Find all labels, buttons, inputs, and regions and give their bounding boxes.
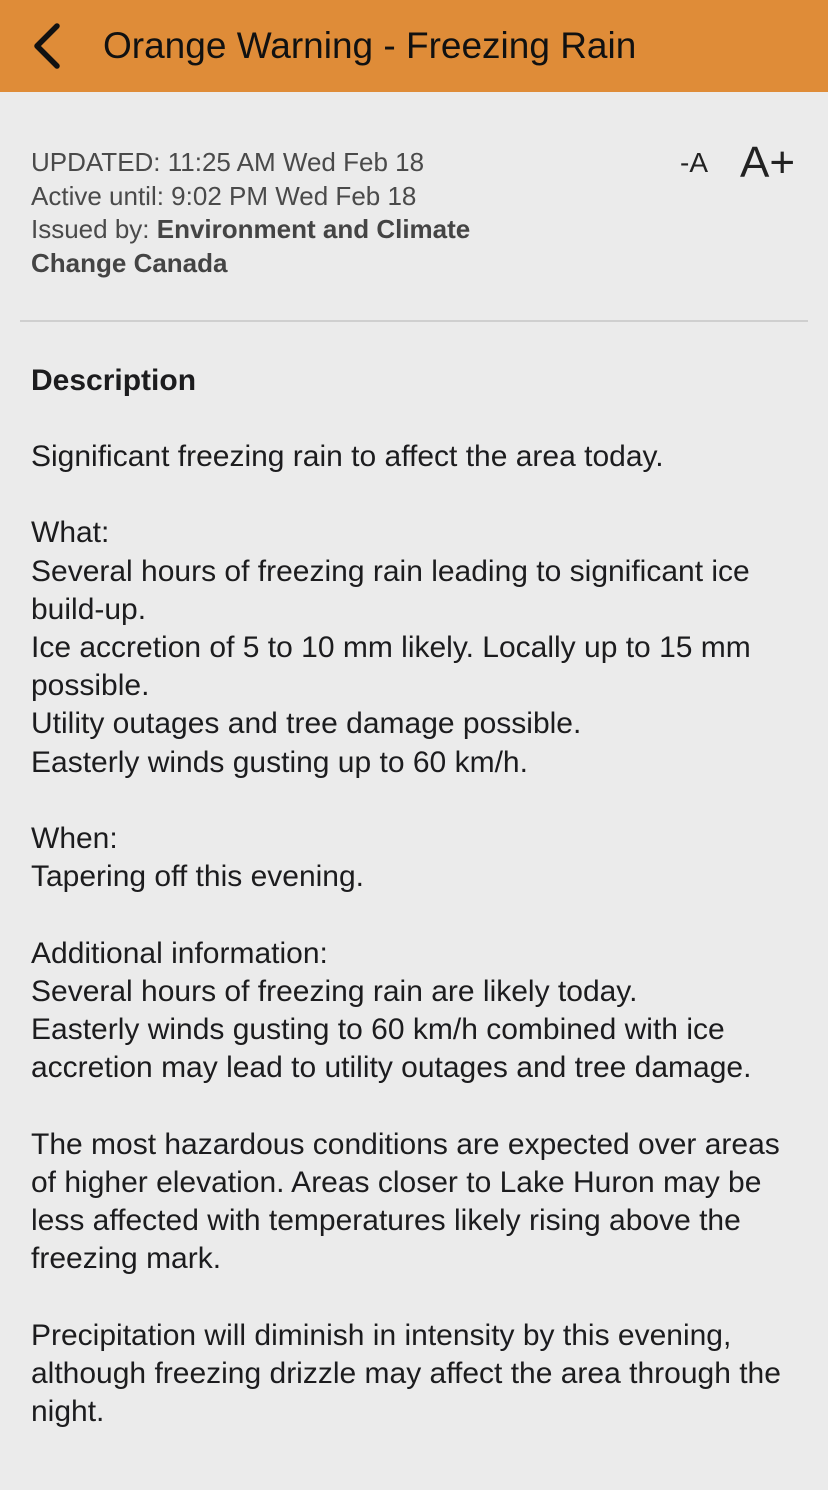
active-until: Active until: 9:02 PM Wed Feb 18 [31,180,417,211]
additional-label: Additional information: [31,936,328,970]
hazard-paragraph: The most hazardous conditions are expected over areas of higher elevation. Areas closer to Lake Huron may be less affected with temperatures likely rising above the freezing mark. [31,1127,780,1276]
what-line: Easterly winds gusting up to 60 km/h. [31,745,528,779]
chevron-left-icon [29,22,63,70]
when-section [31,820,801,896]
app-header [0,0,828,92]
alert-meta [31,146,531,280]
decrease-font-button[interactable]: -A [680,147,708,178]
issued-by [31,213,531,280]
additional-line: Easterly winds gusting to 60 km/h combined with ice accretion may lead to utility outages and tree damage. [31,1013,752,1085]
divider [20,320,808,322]
issued-by-label: Issued by: [31,214,157,244]
page-title: Orange Warning - Freezing Rain [103,25,637,66]
what-line: Utility outages and tree damage possible. [31,707,582,741]
when-line: Tapering off this evening. [31,860,365,894]
additional-section [31,935,801,1088]
what-line: Ice accretion of 5 to 10 mm likely. Locally up to 15 mm possible. [31,631,751,703]
what-line: Several hours of freezing rain leading to significant ice build-up. [31,554,750,626]
what-label: What: [31,516,110,550]
when-label: When: [31,822,118,855]
summary-paragraph: Significant freezing rain to affect the area today. [31,440,664,473]
back-button[interactable] [18,18,74,74]
description-heading: Description [31,364,197,397]
updated-time: UPDATED: 11:25 AM Wed Feb 18 [31,147,425,177]
issued-by-value: Environment and Climate Change Canada [31,214,471,278]
what-section [31,514,801,781]
increase-font-button[interactable]: A+ [740,138,796,187]
additional-line: Several hours of freezing rain are likely today. [31,974,638,1008]
description-body [31,438,801,1469]
precipitation-paragraph: Precipitation will diminish in intensity by this evening, although freezing drizzle may affect the area through the night. [31,1318,781,1428]
